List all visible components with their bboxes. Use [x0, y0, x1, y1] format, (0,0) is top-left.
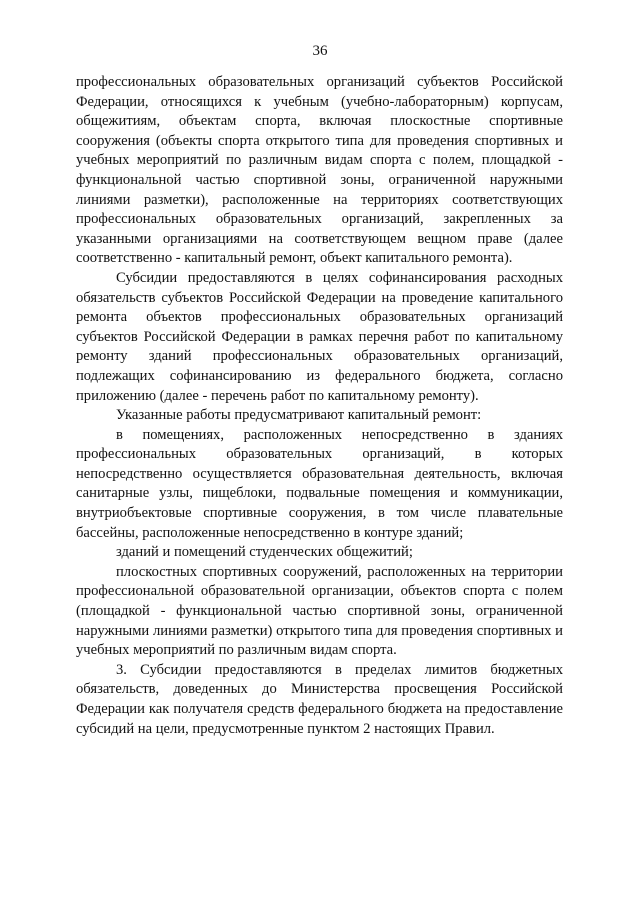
paragraph-works-intro: Указанные работы предусматривают капитальный ремонт:	[116, 407, 482, 424]
paragraph-premises: в помещениях, расположенных непосредственно в зданиях профессиональных образовательных организаций, в которых непосредственно осуществляется образовательная деятельность, включая санитарные узлы, пищеблоки, подвальные помещения и коммуникации, внутриобъектовые спортивные сооружения, в том числе плавательные бассейны, расположенные непосредственно в контуре зданий;	[76, 426, 563, 541]
page-number: 36	[312, 43, 328, 59]
paragraph-budget-limits: 3. Субсидии предоставляются в пределах лимитов бюджетных обязательств, доведенных до Министерства просвещения Российской Федерации как получателя средств федерального бюджета на предоставление субсидий на цели, предусмотренные пунктом 2 настоящих Правил.	[76, 661, 563, 737]
document-body	[76, 73, 563, 739]
paragraph-continuation: профессиональных образовательных организаций субъектов Российской Федерации, относящихся к учебным (учебно-лабораторным) корпусам, общежитиям, объектам спорта, включая плоскостные спортивные сооружения (объекты спорта открытого типа для проведения спортивных и учебных мероприятий по различным видам спорта с полем, площадкой - функциональной частью спортивной зоны, ограниченной наружными линиями разметки), расположенные на территориях соответствующих профессиональных образовательных организаций, закрепленных за указанными организациями на соответствующем вещном праве (далее соответственно - капитальный ремонт, объект капитального ремонта).	[76, 74, 563, 267]
paragraph-sports-facilities: плоскостных спортивных сооружений, расположенных на территории профессиональной образовательной организации, объектов спорта с полем (площадкой - функциональной частью спортивной зоны, ограниченной наружными линиями разметки) открытого типа для проведения спортивных и учебных мероприятий по различным видам спорта.	[76, 563, 563, 659]
paragraph-subsidy-purpose: Субсидии предоставляются в целях софинансирования расходных обязательств субъектов Российской Федерации на проведение капитального ремонта объектов профессиональных образовательных организаций субъектов Российской Федерации в рамках перечня работ по капитальному ремонту зданий профессиональных образовательных организаций, подлежащих софинансированию из федерального бюджета, согласно приложению (далее - перечень работ по капитальному ремонту).	[76, 269, 563, 404]
paragraph-dormitories: зданий и помещений студенческих общежитий;	[116, 544, 413, 561]
